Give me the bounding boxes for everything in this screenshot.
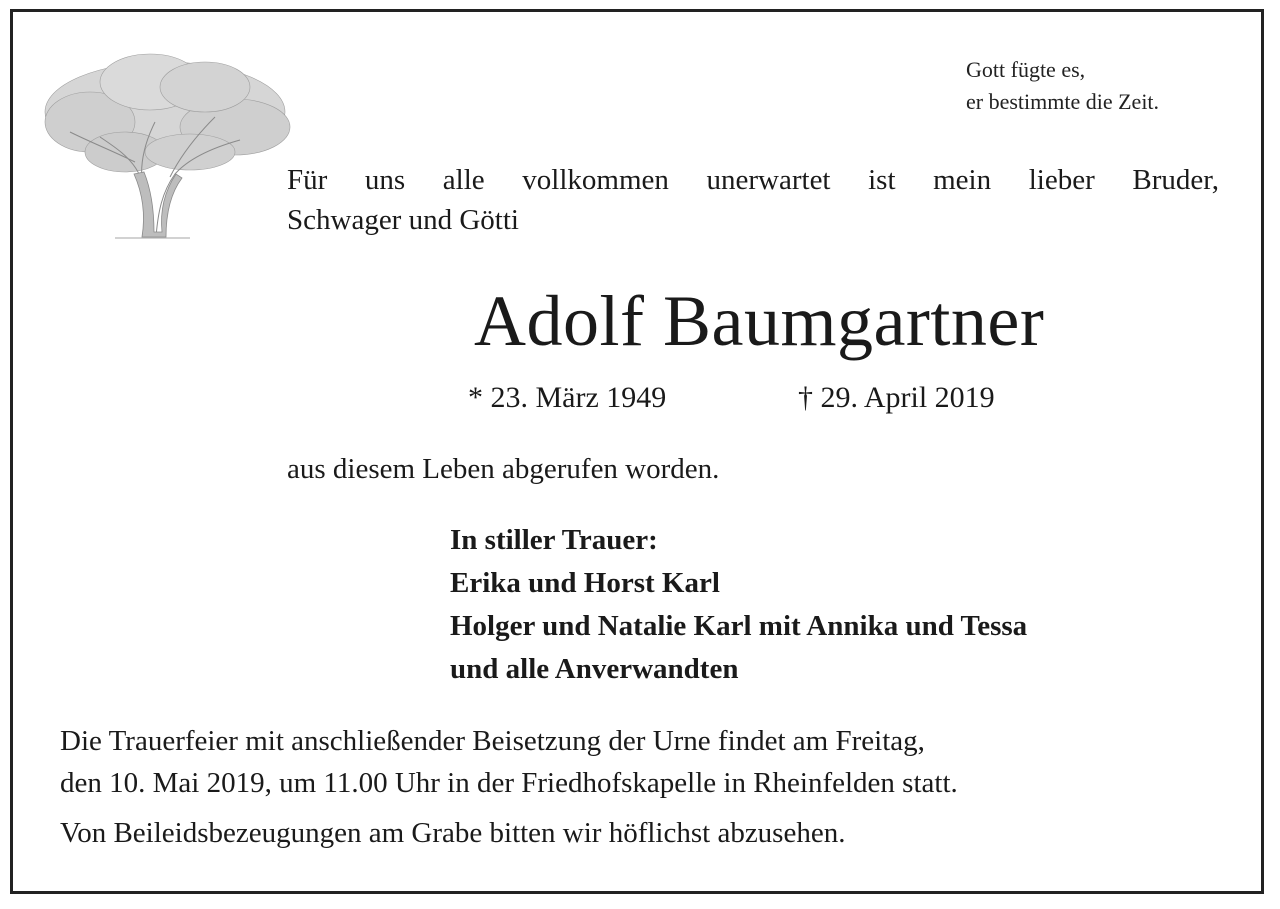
mourner-line: und alle Anverwandten bbox=[450, 653, 739, 685]
intro-line-2: Schwager und Götti bbox=[287, 204, 519, 236]
service-line-2: den 10. Mai 2019, um 11.00 Uhr in der Friedhofskapelle in Rheinfelden statt. bbox=[60, 767, 958, 799]
mourner-line: Erika und Horst Karl bbox=[450, 567, 720, 599]
intro-text bbox=[287, 160, 1219, 240]
motto bbox=[966, 54, 1159, 118]
condolence-request: Von Beileidsbezeugungen am Grabe bitten wir höflichst abzusehen. bbox=[60, 817, 846, 849]
intro-line-1: Für uns alle vollkommen unerwartet ist mein lieber Bruder, bbox=[287, 164, 1219, 196]
mourner-line: Holger und Natalie Karl mit Annika und Tessa bbox=[450, 610, 1028, 642]
birth-date: * 23. März 1949 bbox=[468, 381, 667, 414]
motto-line-1: Gott fügte es, bbox=[966, 57, 1086, 82]
deceased-name: Adolf Baumgartner bbox=[474, 281, 1045, 361]
service-info bbox=[60, 720, 958, 804]
mourners-block bbox=[450, 519, 1027, 691]
motto-line-2: er bestimmte die Zeit. bbox=[966, 89, 1160, 114]
called-away-text: aus diesem Leben abgerufen worden. bbox=[287, 453, 720, 485]
mourners-heading: In stiller Trauer: bbox=[450, 524, 658, 556]
death-date: † 29. April 2019 bbox=[798, 381, 995, 414]
tree-icon bbox=[30, 42, 300, 242]
service-line-1: Die Trauerfeier mit anschließender Beisetzung der Urne findet am Freitag, bbox=[60, 725, 925, 757]
